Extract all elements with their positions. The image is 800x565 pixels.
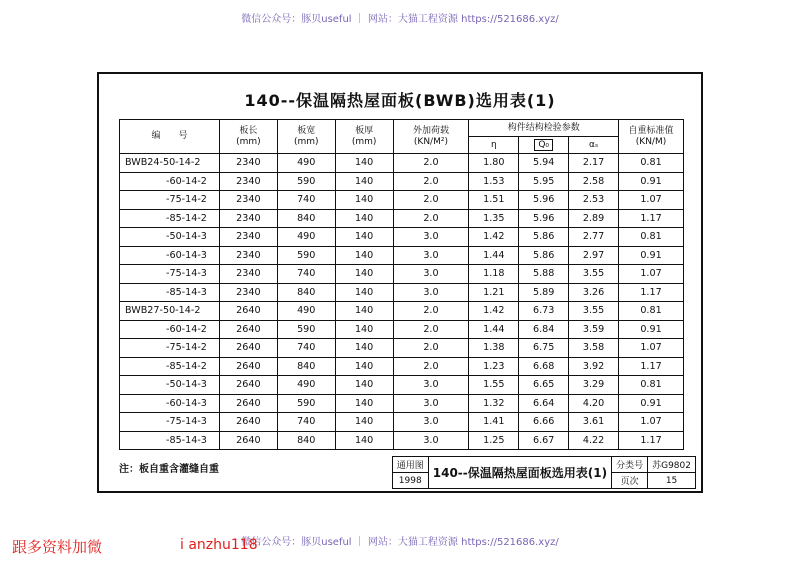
cell-eta: 1.42 (469, 302, 519, 321)
cell-code: -85-14-3 (120, 283, 220, 302)
cell-thickness: 140 (335, 357, 393, 376)
cell-thickness: 140 (335, 413, 393, 432)
table-row (120, 394, 684, 413)
header-code: 编 号 (120, 120, 220, 154)
header-selfweight-unit: (KN/M) (635, 136, 667, 147)
cell-selfweight: 1.17 (619, 431, 684, 450)
selection-table (119, 119, 684, 450)
cell-selfweight: 0.91 (619, 394, 684, 413)
cell-thickness: 140 (335, 302, 393, 321)
cell-thickness: 140 (335, 191, 393, 210)
cell-length: 2340 (219, 265, 277, 284)
cell-code: -85-14-2 (120, 209, 220, 228)
cell-length: 2640 (219, 413, 277, 432)
cell-length: 2340 (219, 154, 277, 173)
cell-selfweight: 0.81 (619, 154, 684, 173)
cell-q0: 5.88 (519, 265, 569, 284)
cell-eta: 1.51 (469, 191, 519, 210)
cell-selfweight: 1.17 (619, 283, 684, 302)
cell-alpha: 4.20 (569, 394, 619, 413)
cell-selfweight: 1.17 (619, 357, 684, 376)
cell-width: 840 (277, 357, 335, 376)
cell-eta: 1.53 (469, 172, 519, 191)
cell-thickness: 140 (335, 154, 393, 173)
title-block-title: 140--保温隔热屋面板选用表(1) (428, 457, 611, 489)
cell-alpha: 3.58 (569, 339, 619, 358)
cell-q0: 6.65 (519, 376, 569, 395)
watermark-bottom: 微信公众号：豚贝useful ｜ 网站：大猫工程资源 https://521686.xyz/ (241, 537, 559, 548)
cell-load: 2.0 (393, 209, 469, 228)
header-selfweight-label: 自重标准值 (628, 125, 674, 136)
cell-q0: 5.94 (519, 154, 569, 173)
cell-width: 590 (277, 172, 335, 191)
table-row (120, 154, 684, 173)
header-q0-label: Q₀ (534, 139, 553, 151)
cell-q0: 6.68 (519, 357, 569, 376)
cell-length: 2640 (219, 376, 277, 395)
cell-code: -50-14-3 (120, 228, 220, 247)
cell-alpha: 2.89 (569, 209, 619, 228)
table-row (120, 302, 684, 321)
cell-q0: 6.66 (519, 413, 569, 432)
cell-selfweight: 1.07 (619, 191, 684, 210)
cell-q0: 6.73 (519, 302, 569, 321)
cell-length: 2640 (219, 394, 277, 413)
cell-alpha: 3.55 (569, 265, 619, 284)
cell-thickness: 140 (335, 246, 393, 265)
header-thickness (335, 120, 393, 154)
cell-selfweight: 0.81 (619, 302, 684, 321)
cell-length: 2340 (219, 228, 277, 247)
cell-thickness: 140 (335, 265, 393, 284)
header-eta: η (469, 137, 519, 154)
cell-length: 2640 (219, 431, 277, 450)
cell-load: 3.0 (393, 283, 469, 302)
cell-thickness: 140 (335, 394, 393, 413)
cell-selfweight: 0.91 (619, 172, 684, 191)
cell-thickness: 140 (335, 431, 393, 450)
cell-thickness: 140 (335, 320, 393, 339)
table-row (120, 246, 684, 265)
cell-code: BWB27-50-14-2 (120, 302, 220, 321)
cell-alpha: 3.92 (569, 357, 619, 376)
header-alpha: αₛ (569, 137, 619, 154)
table-row (120, 376, 684, 395)
cell-code: -60-14-3 (120, 394, 220, 413)
cell-alpha: 2.77 (569, 228, 619, 247)
cell-load: 3.0 (393, 265, 469, 284)
cell-code: -60-14-3 (120, 246, 220, 265)
cell-code: -60-14-2 (120, 172, 220, 191)
header-length-label: 板长 (239, 125, 258, 136)
cell-code: -85-14-2 (120, 357, 220, 376)
cell-q0: 6.64 (519, 394, 569, 413)
cell-eta: 1.42 (469, 228, 519, 247)
cell-q0: 6.67 (519, 431, 569, 450)
title-block-page-label: 页次 (612, 473, 648, 489)
cell-load: 3.0 (393, 246, 469, 265)
cell-width: 590 (277, 320, 335, 339)
cell-alpha: 3.61 (569, 413, 619, 432)
cell-alpha: 2.58 (569, 172, 619, 191)
cell-thickness: 140 (335, 172, 393, 191)
table-row (120, 172, 684, 191)
cell-load: 2.0 (393, 339, 469, 358)
cell-selfweight: 1.07 (619, 339, 684, 358)
cell-eta: 1.80 (469, 154, 519, 173)
cell-eta: 1.44 (469, 320, 519, 339)
cell-length: 2340 (219, 191, 277, 210)
header-width (277, 120, 335, 154)
cell-alpha: 2.97 (569, 246, 619, 265)
header-thickness-unit: (mm) (351, 136, 377, 147)
cell-selfweight: 1.17 (619, 209, 684, 228)
cell-alpha: 3.29 (569, 376, 619, 395)
contact-id: i anzhu118 (180, 537, 258, 553)
cell-q0: 5.86 (519, 228, 569, 247)
cell-width: 740 (277, 413, 335, 432)
cell-thickness: 140 (335, 339, 393, 358)
cell-alpha: 3.59 (569, 320, 619, 339)
title-block-category: 苏G9802 (648, 457, 696, 473)
header-q0 (519, 137, 569, 154)
cell-thickness: 140 (335, 376, 393, 395)
cell-load: 3.0 (393, 413, 469, 432)
table-row (120, 283, 684, 302)
header-length (219, 120, 277, 154)
contact-text: 跟多资料加微 (12, 538, 103, 556)
cell-q0: 6.84 (519, 320, 569, 339)
title-block (392, 456, 696, 489)
drawing-sheet (97, 72, 703, 493)
table-row (120, 228, 684, 247)
cell-width: 490 (277, 228, 335, 247)
cell-length: 2640 (219, 339, 277, 358)
cell-code: BWB24-50-14-2 (120, 154, 220, 173)
table-row (120, 357, 684, 376)
cell-selfweight: 0.81 (619, 228, 684, 247)
cell-selfweight: 1.07 (619, 265, 684, 284)
cell-load: 2.0 (393, 191, 469, 210)
cell-width: 840 (277, 209, 335, 228)
cell-eta: 1.35 (469, 209, 519, 228)
table-row (120, 209, 684, 228)
table-row (120, 320, 684, 339)
header-width-unit: (mm) (293, 136, 319, 147)
table-row (120, 431, 684, 450)
cell-code: -50-14-3 (120, 376, 220, 395)
cell-load: 2.0 (393, 154, 469, 173)
cell-eta: 1.32 (469, 394, 519, 413)
title-block-category-label: 分类号 (612, 457, 648, 473)
header-width-label: 板宽 (297, 125, 316, 136)
cell-load: 2.0 (393, 320, 469, 339)
title-block-year: 1998 (392, 473, 428, 489)
table-row (120, 191, 684, 210)
cell-load: 3.0 (393, 376, 469, 395)
cell-load: 2.0 (393, 172, 469, 191)
cell-selfweight: 0.81 (619, 376, 684, 395)
cell-length: 2640 (219, 320, 277, 339)
table-row (120, 265, 684, 284)
cell-thickness: 140 (335, 228, 393, 247)
cell-load: 2.0 (393, 302, 469, 321)
cell-code: -60-14-2 (120, 320, 220, 339)
title-block-general-label: 通用图 (392, 457, 428, 473)
cell-selfweight: 1.07 (619, 413, 684, 432)
cell-alpha: 3.26 (569, 283, 619, 302)
cell-q0: 5.89 (519, 283, 569, 302)
cell-load: 2.0 (393, 357, 469, 376)
cell-q0: 5.95 (519, 172, 569, 191)
cell-code: -75-14-2 (120, 191, 220, 210)
cell-width: 740 (277, 265, 335, 284)
cell-width: 740 (277, 191, 335, 210)
cell-length: 2340 (219, 283, 277, 302)
header-load (393, 120, 469, 154)
title-block-page: 15 (648, 473, 696, 489)
cell-alpha: 2.17 (569, 154, 619, 173)
cell-width: 490 (277, 154, 335, 173)
cell-eta: 1.21 (469, 283, 519, 302)
cell-q0: 5.96 (519, 191, 569, 210)
cell-load: 3.0 (393, 228, 469, 247)
cell-alpha: 2.53 (569, 191, 619, 210)
cell-alpha: 3.55 (569, 302, 619, 321)
cell-eta: 1.44 (469, 246, 519, 265)
cell-q0: 5.96 (519, 209, 569, 228)
cell-length: 2640 (219, 302, 277, 321)
cell-code: -75-14-3 (120, 265, 220, 284)
header-load-label: 外加荷载 (412, 125, 449, 136)
header-row (120, 120, 684, 137)
cell-q0: 5.86 (519, 246, 569, 265)
cell-alpha: 4.22 (569, 431, 619, 450)
cell-width: 590 (277, 246, 335, 265)
cell-eta: 1.38 (469, 339, 519, 358)
cell-thickness: 140 (335, 283, 393, 302)
cell-selfweight: 0.91 (619, 320, 684, 339)
cell-code: -75-14-2 (120, 339, 220, 358)
header-selfweight (619, 120, 684, 154)
cell-width: 840 (277, 431, 335, 450)
cell-eta: 1.23 (469, 357, 519, 376)
cell-selfweight: 0.91 (619, 246, 684, 265)
cell-code: -85-14-3 (120, 431, 220, 450)
cell-width: 740 (277, 339, 335, 358)
header-thickness-label: 板厚 (355, 125, 374, 136)
cell-load: 3.0 (393, 394, 469, 413)
cell-length: 2340 (219, 172, 277, 191)
table-row (120, 413, 684, 432)
header-params: 构件结构检验参数 (469, 120, 619, 137)
watermark-top: 微信公众号：豚贝useful ｜ 网站：大猫工程资源 https://521686.xyz/ (241, 14, 559, 25)
footnote: 注：板自重含灌缝自重 (119, 464, 219, 475)
cell-q0: 6.75 (519, 339, 569, 358)
cell-eta: 1.18 (469, 265, 519, 284)
cell-thickness: 140 (335, 209, 393, 228)
header-load-unit: (KN/M²) (413, 136, 448, 147)
cell-load: 3.0 (393, 431, 469, 450)
cell-width: 840 (277, 283, 335, 302)
cell-width: 590 (277, 394, 335, 413)
cell-length: 2640 (219, 357, 277, 376)
cell-eta: 1.25 (469, 431, 519, 450)
sheet-title: 140--保温隔热屋面板(BWB)选用表(1) (244, 91, 556, 110)
cell-eta: 1.55 (469, 376, 519, 395)
cell-width: 490 (277, 302, 335, 321)
table-row (120, 339, 684, 358)
cell-code: -75-14-3 (120, 413, 220, 432)
cell-eta: 1.41 (469, 413, 519, 432)
header-length-unit: (mm) (236, 136, 261, 147)
cell-length: 2340 (219, 246, 277, 265)
cell-length: 2340 (219, 209, 277, 228)
cell-width: 490 (277, 376, 335, 395)
